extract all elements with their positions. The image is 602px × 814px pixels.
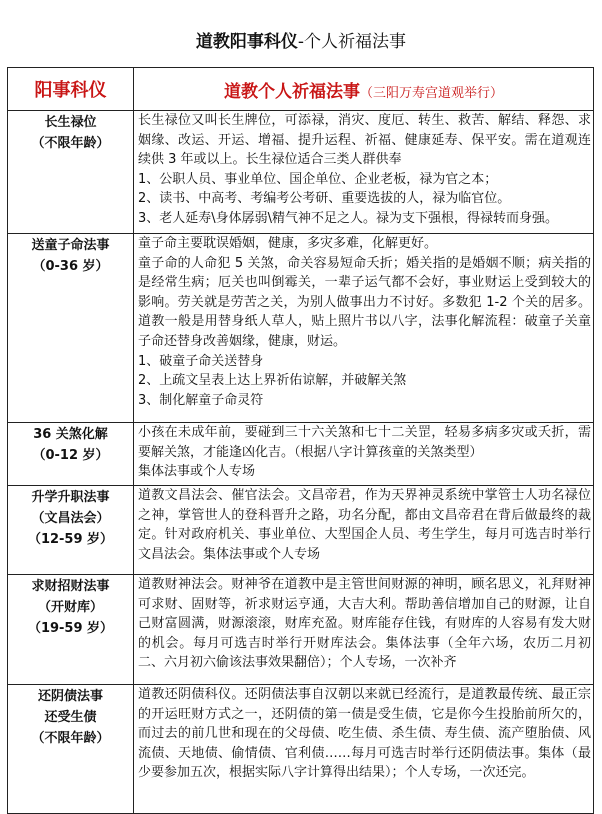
ritual-name-line: （文昌法会）	[31, 511, 110, 526]
ritual-name-line: （开财库）	[37, 600, 103, 615]
ritual-description-cell	[134, 111, 594, 234]
table-row	[8, 423, 594, 486]
description-line: 长生禄位又叫长生牌位，可添禄，消灾、度厄、转生、救苦、解结、释怨、求姻缘、改运、开运、增福、提升运程、祈福、健康延寿、保平安。需在道观连续供 3 年或以上。长生禄位适合三类人群供奉	[138, 113, 591, 168]
ritual-name-line: （19-59 岁）	[27, 621, 114, 636]
ritual-name-cell	[8, 234, 134, 423]
description-line: 1、破童子命关送替身	[138, 353, 264, 369]
ritual-name-line: 求财招财法事	[31, 579, 110, 594]
ritual-name-line: （不限年龄）	[31, 731, 110, 746]
ritual-name-line: 升学升职法事	[31, 490, 110, 505]
description-line: 集体法事或个人专场	[138, 464, 256, 480]
ritual-name-cell	[8, 423, 134, 486]
description-line: 3、老人延寿\身体孱弱\精气神不足之人。禄为支下强根，得禄转而身强。	[138, 210, 559, 226]
description-line: 2、读书、中高考、考编考公考研、重要选拔的人，禄为临官位。	[138, 191, 511, 207]
ritual-name-line: （不限年龄）	[31, 136, 110, 151]
ritual-name-cell	[8, 575, 134, 685]
table-header-row	[8, 68, 594, 111]
description-line: 3、制化解童子命灵符	[138, 392, 264, 408]
header-description-main: 道教个人祈福法事	[223, 81, 360, 102]
ritual-name-cell	[8, 111, 134, 234]
table-row	[8, 234, 594, 423]
title-rest: -个人祈福法事	[297, 32, 407, 52]
ritual-table	[7, 67, 594, 814]
description-line: 1、公职人员、事业单位、国企单位、企业老板，禄为官之本；	[138, 171, 498, 187]
description-line: 童子命主要耽误婚姻，健康，多灾多难，化解更好。	[138, 236, 438, 251]
ritual-description-cell	[134, 486, 594, 575]
ritual-description-cell	[134, 575, 594, 685]
header-category: 阳事科仪	[8, 68, 134, 111]
ritual-name-line: 送童子命法事	[31, 238, 110, 253]
table-row	[8, 111, 594, 234]
description-line: 道教财神法会。财神爷在道教中是主管世间财源的神明，顾名思义，礼拜财神可求财、固财等，祈求财运亨通，大吉大利。帮助善信增加自己的财源，让自己财富圆满，财源滚滚，财库充盈。财库能存住钱，有财库的人容易有发大财的机会。每月可选吉时举行开财库法会。集体法事（全年六场，农历二月初二、六月初六偷该法事效果翻倍）；个人专场，一次补齐	[138, 577, 591, 671]
header-description	[134, 68, 594, 111]
description-line: 童子命的人命犯 5 关煞，命关容易短命夭折；婚关指的是婚姻不顺；病关指的是经常生病；厄关也叫倒霉关，一辈子运气都不会好，事业财运上受到较大的影响。劳关就是劳苦之关，为别人做事出力不讨好。多数犯 1-2 个关的居多。道教一般是用替身纸人草人，贴上照片书以八字，法事化解流程：破童子关童子命还替身改善姻缘，健康，财运。	[138, 255, 591, 349]
table-row	[8, 486, 594, 575]
ritual-name-line: 还阴债法事	[37, 689, 103, 704]
ritual-name-line: 还受生债	[44, 710, 97, 725]
description-line: 2、上疏文呈表上达上界祈佑谅解，并破解关煞	[138, 373, 407, 389]
document-title	[0, 30, 602, 54]
ritual-name-cell	[8, 486, 134, 575]
ritual-description-cell	[134, 685, 594, 814]
ritual-name-line: （0-12 岁）	[32, 448, 109, 463]
table-row	[8, 685, 594, 814]
description-line: 道教文昌法会、催官法会。文昌帝君，作为天界神灵系统中掌管士人功名禄位之神，掌管世人的登科晋升之路，功名分配，都由文昌帝君在背后做最终的裁定。针对政府机关、事业单位、大型国企人员、考生学生，每月可选吉时举行文昌法会。集体法事或个人专场	[138, 488, 591, 562]
description-line: 小孩在未成年前，要碰到三十六关煞和七十二关罡，轻易多病多灾或夭折，需要解关煞，才能逢凶化吉。（根据八字计算孩童的关煞类型）	[138, 425, 591, 460]
description-line: 道教还阴债科仪。还阴债法事自汉朝以来就已经流行，是道教最传统、最正宗的开运旺财方式之一，还阴债的第一债是受生债，它是你今生投胎前所欠的，而过去的前几世和现在的父母债、吃生债、杀生债、寿生债、流产堕胎债、风流债、天地债、偷情债、官利债……每月可选吉时举行还阴债法事。集体（最少要参加五次，根据实际八字计算得出结果）；个人专场，一次还完。	[138, 687, 591, 781]
ritual-name-line: 长生禄位	[44, 115, 97, 130]
ritual-name-line: 36 关煞化解	[33, 427, 108, 442]
ritual-name-line: （12-59 岁）	[27, 532, 114, 547]
ritual-description-cell	[134, 423, 594, 486]
header-description-sub: （三阳万寿宫道观举行）	[359, 85, 503, 101]
ritual-name-cell	[8, 685, 134, 814]
ritual-name-line: （0-36 岁）	[32, 259, 109, 274]
table-row	[8, 575, 594, 685]
ritual-description-cell	[134, 234, 594, 423]
title-bold: 道教阳事科仪	[195, 32, 298, 52]
